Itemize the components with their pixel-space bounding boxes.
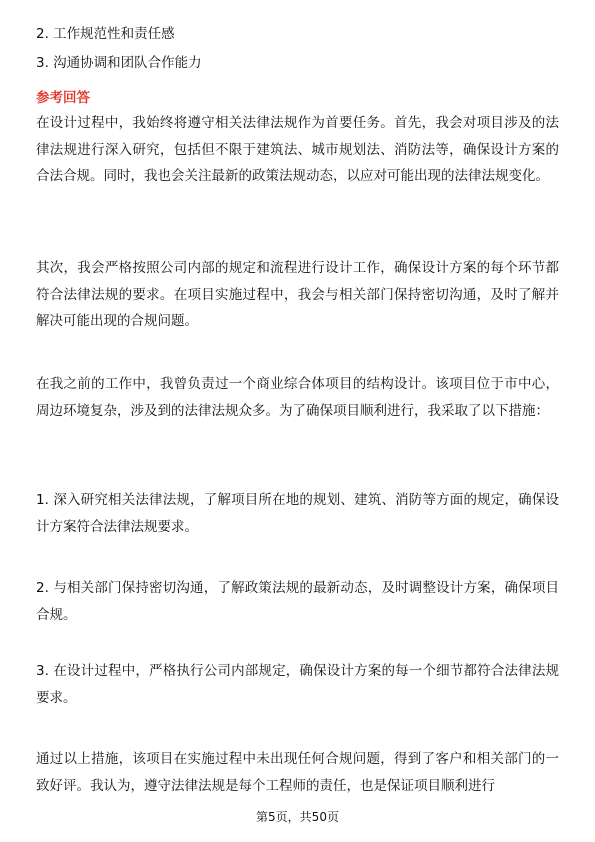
answer-paragraph-1: 在设计过程中，我始终将遵守相关法律法规作为首要任务。首先，我会对项目涉及的法律法规进行深入研究，包括但不限于建筑法、城市规划法、消防法等，确保设计方案的合法合规。同时，我也会关注最新的政策法规动态，以应对可能出现的法律法规变化。 — [36, 115, 559, 185]
page-number: 第5页，共50页 — [256, 810, 339, 824]
answer-paragraph-7: 通过以上措施，该项目在实施过程中未出现任何合规问题，得到了客户和相关部门的一致好评。我认为，遵守法律法规是每个工程师的责任，也是保证项目顺利进行 — [36, 751, 559, 794]
reference-answer-label: 参考回答 — [36, 90, 90, 106]
answer-paragraph-4: 1. 深入研究相关法律法规，了解项目所在地的规划、建筑、消防等方面的规定，确保设计方案符合法律法规要求。 — [36, 492, 559, 535]
answer-paragraph-5: 2. 与相关部门保持密切沟通，了解政策法规的最新动态，及时调整设计方案，确保项目合规。 — [36, 580, 559, 623]
answer-paragraph-3: 在我之前的工作中，我曾负责过一个商业综合体项目的结构设计。该项目位于市中心，周边环境复杂，涉及到的法律法规众多。为了确保项目顺利进行，我采取了以下措施： — [36, 376, 559, 419]
requirement-item-2: 2. 工作规范性和责任感 — [36, 26, 175, 42]
answer-paragraph-6: 3. 在设计过程中，严格执行公司内部规定，确保设计方案的每一个细节都符合法律法规要求。 — [36, 663, 559, 706]
requirement-item-3: 3. 沟通协调和团队合作能力 — [36, 55, 202, 71]
answer-paragraph-2: 其次，我会严格按照公司内部的规定和流程进行设计工作，确保设计方案的每个环节都符合法律法规的要求。在项目实施过程中，我会与相关部门保持密切沟通，及时了解并解决可能出现的合规问题。 — [36, 260, 559, 330]
